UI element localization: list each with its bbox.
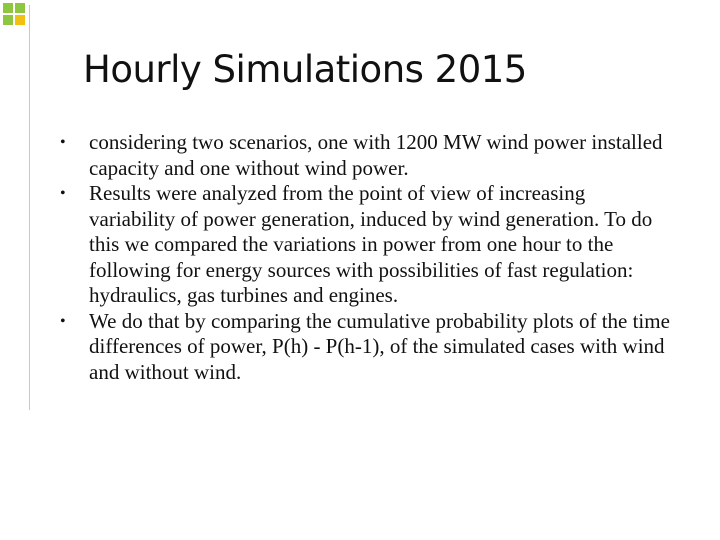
- logo-square-bottom-right: [15, 15, 25, 25]
- logo-square-bottom-left: [3, 15, 13, 25]
- bullet-item: [60, 130, 670, 181]
- bullet-dot-icon: •: [60, 312, 66, 330]
- bullet-dot-icon: •: [60, 134, 66, 151]
- logo-squares-icon: [0, 0, 28, 28]
- bullet-text: considering two scenarios, one with 1200 MW wind power installed capacity and one without wind power.: [89, 130, 663, 180]
- logo-square-top-left: [3, 3, 13, 13]
- bullet-text: We do that by comparing the cumulative probability plots of the time differences of power, P(h) - P(h-1), of the simulated cases with wind and without wind.: [89, 308, 670, 384]
- bullet-item: [60, 309, 670, 386]
- slide-title: Hourly Simulations 2015: [83, 48, 527, 91]
- bullet-text: Results were analyzed from the point of view of increasing variability of power generation, induced by wind generation. To do this we compared the variations in power from one hour to the following for energy sources with possibilities of fast regulation: hydraulics, gas turbines and engines.: [89, 181, 653, 307]
- bullet-list: [60, 130, 670, 385]
- vertical-divider: [29, 5, 30, 410]
- logo-square-top-right: [15, 3, 25, 13]
- bullet-item: [60, 181, 670, 309]
- bullet-dot-icon: •: [60, 185, 66, 202]
